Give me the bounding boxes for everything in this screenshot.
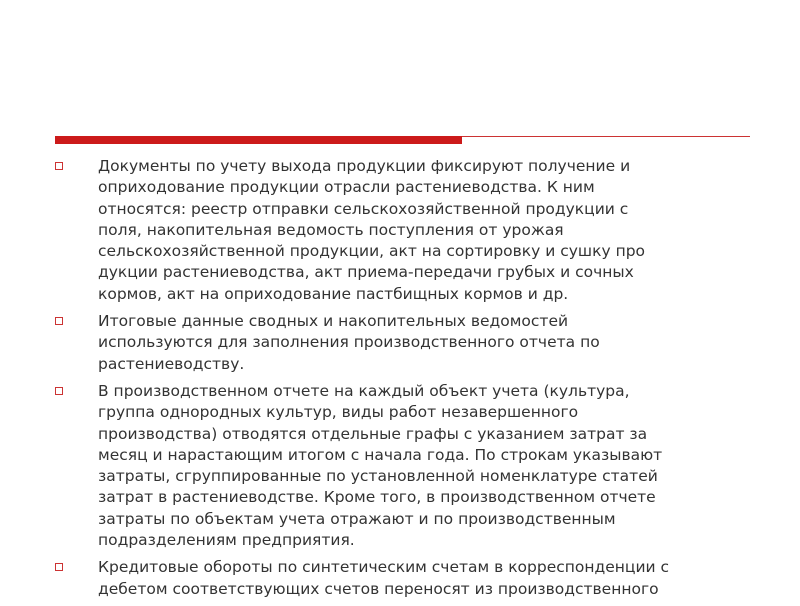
text-line: затрат в растениеводстве. Кроме того, в производственном отчете xyxy=(98,488,656,507)
bullet-text xyxy=(98,381,742,551)
hollow-square-icon xyxy=(55,317,63,325)
hollow-square-icon xyxy=(55,162,63,170)
text-line: производства) отводятся отдельные графы с указанием затрат за xyxy=(98,424,648,443)
bullet-text xyxy=(98,311,742,375)
text-line: оприходование продукции отрасли растениеводства. К ним xyxy=(98,178,595,197)
text-line: Кредитовые обороты по синтетическим счетам в корреспонденции с xyxy=(98,558,670,577)
text-line: относятся: реестр отправки сельскохозяйственной продукции с xyxy=(98,199,629,218)
text-line: кормов, акт на оприходование пастбищных кормов и др. xyxy=(98,284,569,303)
title-divider xyxy=(55,136,750,144)
bullet-text xyxy=(98,156,742,305)
list-item xyxy=(52,311,742,375)
text-line: используются для заполнения производственного отчета по xyxy=(98,333,600,352)
text-line: затраты по объектам учета отражают и по производственным xyxy=(98,509,616,528)
text-line: дукции растениеводства, акт приема-передачи грубых и сочных xyxy=(98,263,634,282)
bullet-list xyxy=(52,156,742,606)
list-item xyxy=(52,557,742,600)
list-item xyxy=(52,381,742,551)
hollow-square-icon xyxy=(55,387,63,395)
text-line: дебетом соответствующих счетов переносят из производственного xyxy=(98,579,659,598)
text-line: В производственном отчете на каждый объект учета (культура, xyxy=(98,381,630,400)
divider-thin-line xyxy=(462,136,750,137)
text-line: поля, накопительная ведомость поступления от урожая xyxy=(98,220,564,239)
hollow-square-icon xyxy=(55,563,63,571)
text-line: растениеводству. xyxy=(98,354,245,373)
text-line: сельскохозяйственной продукции, акт на сортировку и сушку про xyxy=(98,242,646,261)
text-line: подразделениям предприятия. xyxy=(98,531,355,550)
text-line: Итоговые данные сводных и накопительных ведомостей xyxy=(98,312,569,331)
text-line: группа однородных культур, виды работ незавершенного xyxy=(98,403,579,422)
text-line: Документы по учету выхода продукции фиксируют получение и xyxy=(98,157,631,175)
bullet-text xyxy=(98,557,742,600)
list-item xyxy=(52,156,742,305)
divider-accent-bar xyxy=(55,136,462,144)
text-line: месяц и нарастающим итогом с начала года. По строкам указывают xyxy=(98,445,663,464)
text-line: затраты, сгруппированные по установленной номенклатуре статей xyxy=(98,467,658,486)
